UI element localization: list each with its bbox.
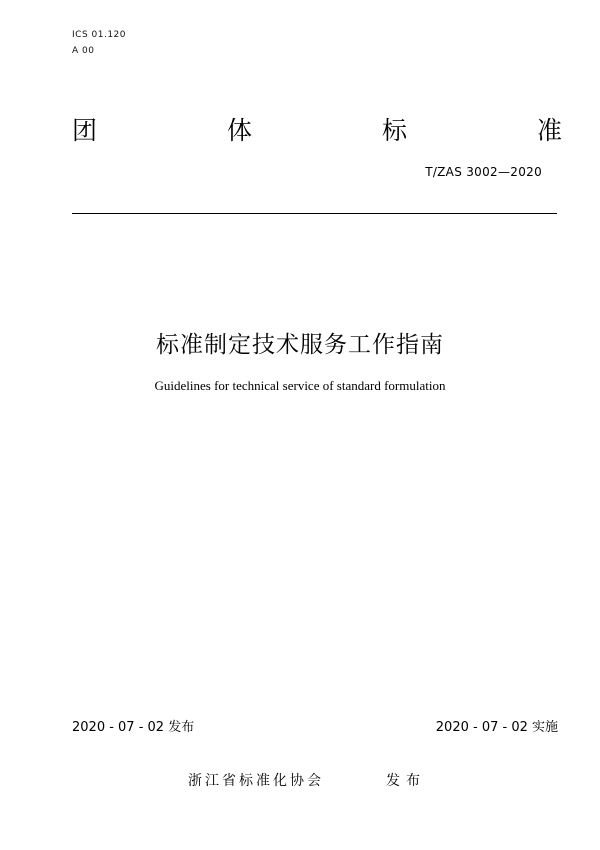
header-divider xyxy=(72,213,557,214)
implement-date: 2020 - 07 - 02 实施 xyxy=(435,720,558,735)
document-title-english: Guidelines for technical service of standard formulation xyxy=(154,378,446,393)
standard-code: T/ZAS 3002—2020 xyxy=(425,165,542,179)
standard-type-char: 准 xyxy=(536,116,562,145)
issuing-organization: 浙江省标准化协会 xyxy=(188,773,324,789)
standard-type-heading xyxy=(72,114,562,148)
standard-type-char: 体 xyxy=(226,116,252,145)
ccs-code: A 00 xyxy=(72,46,95,56)
document-title-chinese: 标准制定技术服务工作指南 xyxy=(156,332,444,358)
standard-type-char: 标 xyxy=(381,116,407,145)
publish-date: 2020 - 07 - 02 发布 xyxy=(72,720,195,735)
standard-type-char: 团 xyxy=(72,116,98,145)
ics-code: ICS 01.120 xyxy=(72,30,127,40)
issue-label: 发布 xyxy=(386,773,426,789)
